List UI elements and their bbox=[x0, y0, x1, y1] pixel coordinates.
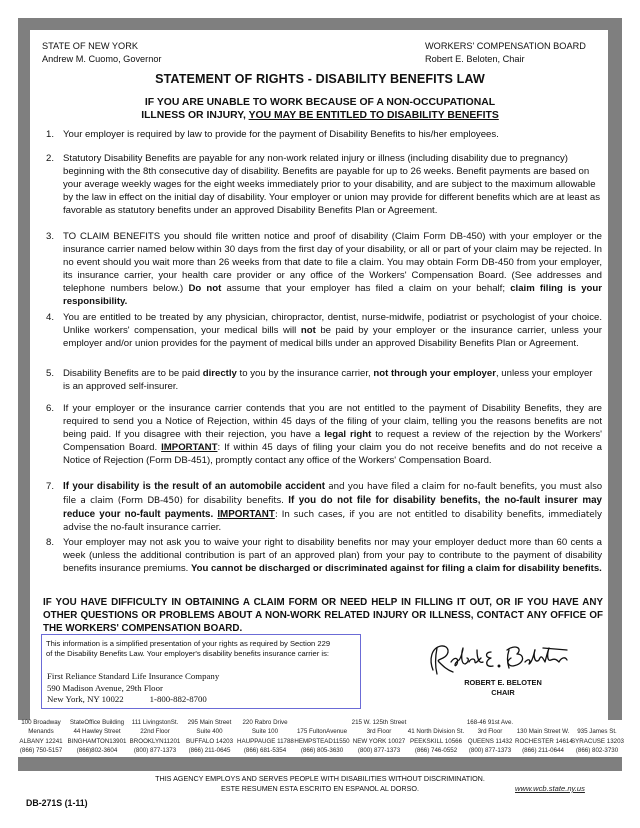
office-address bbox=[407, 727, 465, 755]
rights-item-4 bbox=[46, 311, 602, 350]
carrier-phone: 1-800-882-8700 bbox=[149, 694, 207, 704]
office-address-line: ALBANY 12241 bbox=[19, 737, 63, 745]
office-address-line: BUFFALO 14203 bbox=[185, 737, 234, 745]
rights-item-3 bbox=[46, 230, 602, 309]
carrier-address: 590 Madison Avenue, 29th Floor bbox=[47, 682, 163, 693]
item-number: 4. bbox=[46, 312, 55, 323]
document-title: STATEMENT OF RIGHTS - DISABILITY BENEFITS LAW bbox=[155, 72, 485, 86]
item-number: 7. bbox=[46, 481, 55, 492]
signatory-title: CHAIR bbox=[491, 687, 515, 697]
office-address-line: Suite 100 bbox=[251, 728, 279, 736]
frame-border-left bbox=[18, 18, 30, 720]
carrier-name: First Reliance Standard Life Insurance Company bbox=[47, 671, 220, 681]
signature-image bbox=[425, 640, 575, 680]
office-addresses bbox=[16, 718, 624, 756]
office-address bbox=[237, 718, 293, 756]
office-address-line: ROCHESTER 14614 bbox=[515, 737, 573, 745]
office-address-line: HEMPSTEAD11550 bbox=[294, 737, 350, 745]
office-address-line: (866)802-3604 bbox=[76, 747, 118, 755]
subtitle-line-1: IF YOU ARE UNABLE TO WORK BECAUSE OF A NON-OCCUPATIONAL bbox=[144, 97, 496, 108]
office-address-line: 130 Main Street W. bbox=[516, 728, 570, 736]
office-address-line: 935 James St. bbox=[577, 728, 617, 736]
item-text: If your disability is the result of an automobile accident and you have filed a claim for no-fault benefits, you must also file a claim (Form DB-450) for disability benefits. If you do not file for disability benefits, the no-fault insurer may reduce your no-fault payments. IMPORTANT: In such cases, if you are not entitled to disability benefits, immediately advise the no-fault insurance carrier. bbox=[63, 481, 602, 534]
office-address-line: (866) 802-3730 bbox=[575, 747, 619, 755]
frame-border-top bbox=[18, 18, 622, 30]
item-text: Your employer may not ask you to waive your right to disability benefits nor may your employer deduct more than 60 cents a week (unless the additional contribution is part of an approved plan) from your pay to contribute to the payment of disability benefits insurance premiums. You cannot be discharged or discriminated against for filing a claim for disability benefits. bbox=[63, 537, 602, 575]
office-address-line: (866) 211-0645 bbox=[188, 747, 231, 755]
office-address-line: 22nd Floor bbox=[140, 728, 170, 736]
office-address-line: QUEENS 11432 bbox=[467, 737, 513, 745]
rights-item-1 bbox=[46, 128, 602, 141]
office-address-line: Suite 400 bbox=[196, 728, 223, 736]
header-state-block bbox=[42, 40, 161, 66]
office-address bbox=[182, 718, 237, 756]
office-address-line: NEW YORK 10027 bbox=[352, 737, 406, 745]
subtitle-line-2 bbox=[0, 109, 640, 122]
carrier-info bbox=[47, 671, 219, 706]
office-address-line: 111 LivingstonSt. bbox=[131, 719, 179, 726]
website-link[interactable]: www.wcb.state.ny.us bbox=[515, 784, 585, 793]
item-number: 8. bbox=[46, 537, 55, 548]
office-address-line: 168-46 91st Ave. bbox=[466, 719, 514, 726]
state-name: STATE OF NEW YORK bbox=[42, 41, 138, 51]
office-address-line: 100 Broadway bbox=[21, 719, 61, 726]
office-address bbox=[293, 727, 351, 755]
office-address-line: 175 FultonAvenue bbox=[296, 728, 348, 736]
office-address-line: 215 W. 125th Street bbox=[351, 719, 407, 726]
document-subtitle bbox=[0, 96, 640, 122]
item-text: Disability Benefits are to be paid directly to you by the insurance carrier, not through your employer, unless your employer is an approved self-insurer. bbox=[63, 368, 593, 393]
carrier-city: New York, NY 10022 bbox=[47, 694, 124, 704]
office-address-line: BINGHAMTON13901 bbox=[67, 737, 127, 745]
office-address-line: (866) 805-3630 bbox=[300, 747, 344, 755]
agency-name: WORKERS' COMPENSATION BOARD bbox=[425, 41, 586, 51]
office-address-line: (800) 877-1373 bbox=[468, 747, 512, 755]
contact-notice: IF YOU HAVE DIFFICULTY IN OBTAINING A CLAIM FORM OR NEED HELP IN FILLING IT OUT, OR IF YOU HAVE ANY OTHER QUESTIONS OR PROBLEMS ABOUT A NON-WORK RELATED INJURY OR ILLNESS, CONTACT ANY OFFICE OF THE WORKERS' COMPENSATION BOARD. bbox=[43, 597, 603, 634]
office-address-line: (866) 750-5157 bbox=[19, 747, 63, 755]
office-address-line: (866) 681-5354 bbox=[243, 747, 287, 755]
signatory bbox=[448, 678, 558, 697]
item-text: Statutory Disability Benefits are payable for any non-work related injury or illness (including disability due to pregnancy) beginning with the 8th consecutive day of disability. Benefits are payable for up to 26 weeks. Benefit payments are based on your average weekly wages for the eight weeks immediately prior to your disability, and are subject to the maximum allowable by the law in effect on the initial day of disability. Your employer or union may provide for different benefits which are at least as favorable as statutory benefits under an approved Disability Benefits Plan or Agreement. bbox=[63, 153, 601, 217]
header-agency-block bbox=[425, 40, 586, 66]
spanish-notice: ESTE RESUMEN ESTA ESCRITO EN ESPANOL AL DORSO. bbox=[221, 784, 419, 793]
rights-item-2 bbox=[46, 152, 602, 217]
carrier-note-line-1: This information is a simplified presentation of your rights as required by Section 229 bbox=[46, 639, 331, 648]
office-address-line: 295 Main Street bbox=[187, 719, 232, 726]
office-address-line: 3rd Floor bbox=[477, 728, 503, 736]
rights-item-7 bbox=[46, 480, 602, 535]
carrier-city-phone bbox=[47, 694, 219, 706]
office-address-line: (800) 877-1373 bbox=[357, 747, 401, 755]
office-address bbox=[515, 727, 571, 755]
item-number: 5. bbox=[46, 368, 55, 379]
item-text: If your employer or the insurance carrier contends that you are not entitled to the payment of Disability Benefits, they are required to send you a Notice of Rejection, within 45 days of the filing of your claim, telling you the reasons benefits are not being paid. If you disagree with their rejection, you have a legal right to request a review of the rejection by the Workers' Compensation Board. IMPORTANT: If within 45 days of filing your claim you do not receive benefits and do not receive a Notice of Rejection (Form DB-451), promptly contact any office of the Workers' Compensation Board. bbox=[63, 403, 602, 467]
office-address-line: PEEKSKILL 10566 bbox=[409, 737, 463, 745]
office-address-line: StateOffice Building bbox=[69, 719, 125, 726]
nondiscrimination-notice: THIS AGENCY EMPLOYS AND SERVES PEOPLE WITH DISABILITIES WITHOUT DISCRIMINATION. bbox=[155, 774, 485, 783]
form-id: DB-271S (1-11) bbox=[26, 798, 88, 808]
office-address-line: 44 Hawley Street bbox=[73, 728, 121, 736]
office-address bbox=[571, 727, 623, 755]
frame-border-bottom bbox=[18, 757, 622, 771]
item-number: 6. bbox=[46, 403, 55, 414]
office-address-line: HAUPPAUGE 11788 bbox=[237, 737, 294, 745]
subtitle-line-2-prefix: ILLNESS OR INJURY, bbox=[141, 110, 249, 121]
office-address bbox=[128, 718, 182, 756]
item-text: You are entitled to be treated by any physician, chiropractor, dentist, nurse-midwife, podiatrist or psychologist of your choice. Unlike workers' compensation, your medical bills will not be paid by your employer or the insurance carrier, unless your employer and/or union provides for the payment of medical bills under an approved Disability Benefits Plan or Agreement. bbox=[63, 312, 603, 350]
office-address-line: (800) 877-1373 bbox=[133, 747, 177, 755]
office-address-line: SYRACUSE 13203 bbox=[571, 737, 624, 745]
insurance-carrier-box bbox=[41, 634, 361, 709]
office-address-line: 41 North Division St. bbox=[407, 728, 465, 736]
office-address-line: 220 Rabro Drive bbox=[242, 719, 288, 726]
item-number: 1. bbox=[46, 129, 55, 140]
office-address bbox=[16, 718, 66, 756]
item-number: 3. bbox=[46, 231, 55, 242]
rights-item-6 bbox=[46, 402, 602, 467]
office-address bbox=[66, 718, 128, 756]
subtitle-line-2-underlined: YOU MAY BE ENTITLED TO DISABILITY BENEFITS bbox=[248, 110, 499, 121]
office-address-line: BROOKLYN11201 bbox=[129, 737, 181, 745]
carrier-note-line-2: of the Disability Benefits Law. Your employer's disability benefits insurance carrier is: bbox=[46, 649, 329, 658]
item-text: TO CLAIM BENEFITS you should file written notice and proof of disability (Claim Form DB-450) with your employer or the insurance carrier named below within 30 days from the first day of your disability, or all or part of your claim may be rejected. In no event should you wait more than 26 weeks from that date to file a claim. You may obtain Form DB-450 from your employer, its insurance carrier, your health care provider or any office of the Workers' Compensation Board. (See addresses and telephone numbers below.) Do not assume that your employer has filed a claim on your behalf; claim filing is your responsibility. bbox=[63, 231, 602, 308]
item-number: 2. bbox=[46, 153, 55, 164]
item-text: Your employer is required by law to provide for the payment of Disability Benefits to his/her employees. bbox=[63, 129, 499, 140]
office-address-line: 3rd Floor bbox=[366, 728, 392, 736]
rights-item-5 bbox=[46, 367, 602, 393]
chair-name: Robert E. Beloten, Chair bbox=[425, 54, 525, 64]
office-address bbox=[351, 718, 407, 756]
office-address-line: Menands bbox=[28, 728, 54, 736]
office-address bbox=[465, 718, 515, 756]
frame-border-right bbox=[608, 18, 622, 720]
office-address-line: (866) 211-0644 bbox=[522, 747, 564, 755]
carrier-note bbox=[46, 639, 362, 659]
office-address-line: (866) 746-0552 bbox=[414, 747, 458, 755]
signatory-name: ROBERT E. BELOTEN bbox=[464, 678, 542, 687]
rights-item-8 bbox=[46, 536, 602, 575]
governor-name: Andrew M. Cuomo, Governor bbox=[42, 54, 162, 64]
